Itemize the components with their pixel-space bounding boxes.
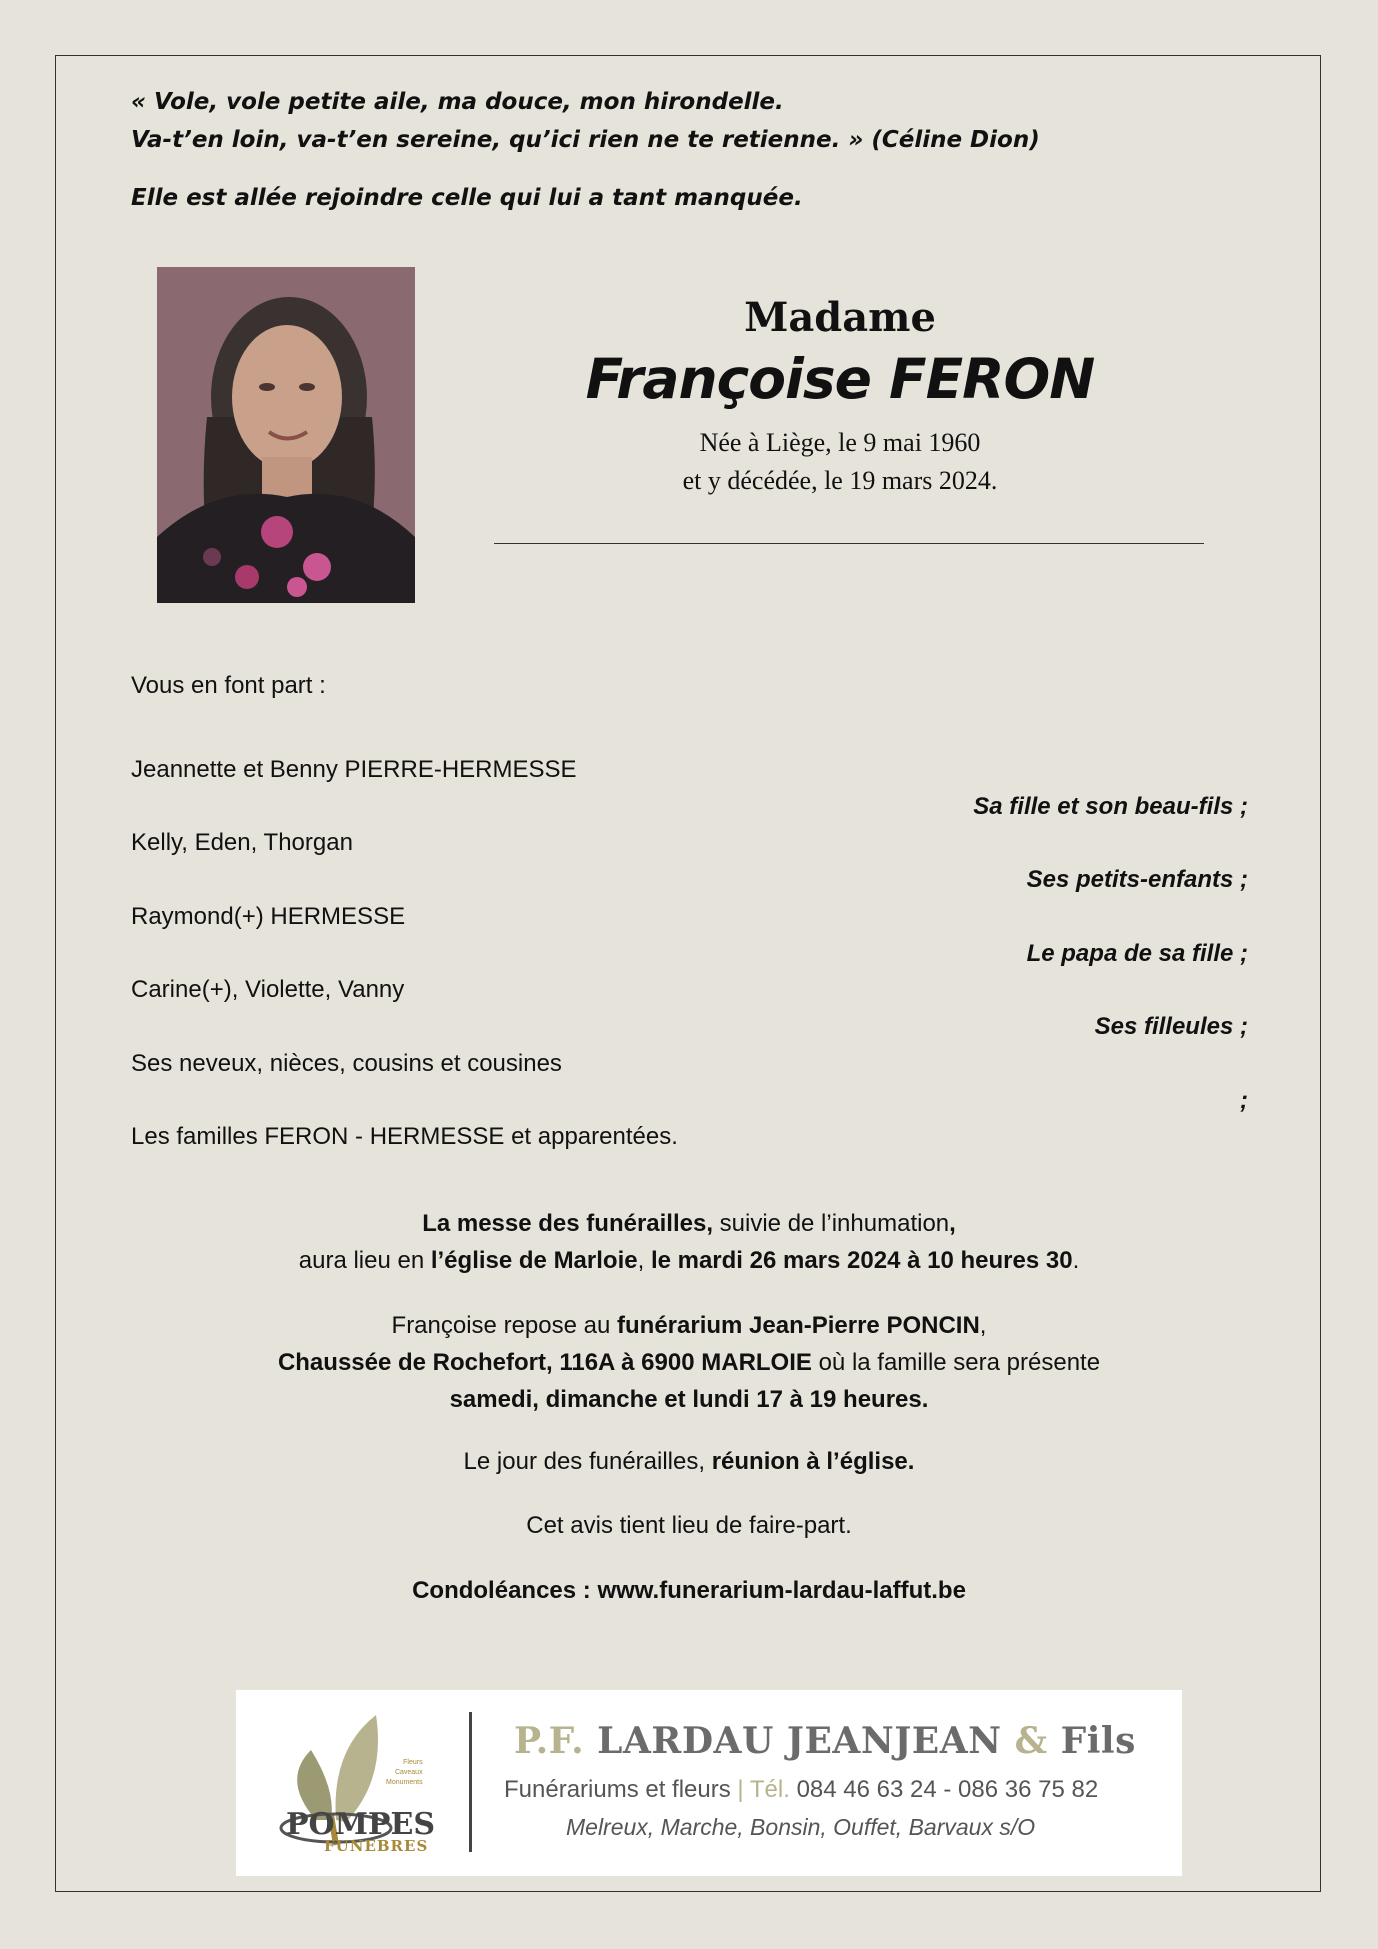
tag-fleurs: Fleurs: [403, 1759, 423, 1766]
firm-fils: Fils: [1060, 1720, 1136, 1762]
deceased-name: Françoise FERON: [585, 347, 1095, 411]
firm-pf: P.F.: [514, 1720, 585, 1762]
mass-comma: ,: [949, 1210, 956, 1237]
meeting-place: réunion à l’église.: [711, 1448, 915, 1475]
portrait-photo: [157, 267, 415, 603]
funeral-mass-info: [131, 1205, 1247, 1279]
place-prefix: aura lieu en: [298, 1247, 431, 1274]
funeral-home-logo: [236, 1690, 1182, 1876]
birth-line: Née à Liège, le 9 mai 1960: [699, 428, 981, 457]
day-prefix: Le jour des funérailles,: [463, 1448, 712, 1475]
funerarium-address: Chaussée de Rochefort, 116A à 6900 MARLOIE: [277, 1349, 812, 1376]
place-end: .: [1072, 1247, 1080, 1274]
death-line: et y décédée, le 19 mars 2024.: [682, 466, 998, 495]
honorific: Madame: [744, 294, 936, 341]
logo-tagline: [386, 1758, 423, 1788]
place-separator: ,: [637, 1247, 651, 1274]
mass-date: le mardi 26 mars 2024 à 10 heures 30: [650, 1247, 1073, 1274]
mass-label: La messe des funérailles,: [422, 1210, 713, 1237]
quote-line-2: Va-t’en loin, va-t’en sereine, qu’ici rien ne te retienne. » (Céline Dion): [131, 127, 1040, 153]
mass-detail: suivie de l’inhumation: [713, 1210, 950, 1237]
firm-locations: Melreux, Marche, Bonsin, Ouffet, Barvaux s/O: [566, 1814, 1036, 1840]
family-names-3: Raymond(+) HERMESSE: [131, 903, 406, 930]
tag-monuments: Monuments: [386, 1779, 423, 1786]
tribute-line: Elle est allée rejoindre celle qui lui a tant manquée.: [131, 185, 803, 211]
family-names-5: Ses neveux, nièces, cousins et cousines: [131, 1050, 562, 1077]
firm-contact: Funérariums et fleurs | Tél. 084 46 63 24 - 086 36 75 82: [504, 1776, 1099, 1803]
condolences-line: Condoléances : www.funerarium-lardau-laffut.be: [412, 1577, 966, 1604]
family-relation-1: Sa fille et son beau-fils ;: [973, 793, 1248, 820]
family-names-2: Kelly, Eden, Thorgan: [131, 829, 353, 856]
funeral-day-info: [131, 1443, 1247, 1480]
family-relation-3: Le papa de sa fille ;: [1026, 940, 1248, 967]
firm-main-name: LARDAU JEANJEAN: [597, 1720, 1002, 1762]
notice-line: Cet avis tient lieu de faire-part.: [526, 1512, 852, 1539]
firm-name: [514, 1720, 1136, 1762]
logo-funebres: FUNEBRES: [324, 1837, 429, 1855]
logo-pompes: POMPES: [286, 1807, 435, 1842]
separator-rule: [494, 543, 1204, 544]
repose-comma: ,: [979, 1312, 987, 1339]
family-relation-5: ;: [1240, 1087, 1248, 1114]
tel-label: Tél.: [749, 1776, 790, 1803]
address-detail: où la famille sera présente: [811, 1349, 1101, 1376]
family-names-6: Les familles FERON - HERMESSE et apparentées.: [131, 1123, 678, 1150]
family-relation-2: Ses petits-enfants ;: [1026, 866, 1248, 893]
church-name: l’église de Marloie: [430, 1247, 638, 1274]
family-names-4: Carine(+), Violette, Vanny: [131, 976, 405, 1003]
visiting-hours: samedi, dimanche et lundi 17 à 19 heures.: [449, 1386, 929, 1413]
firm-phones: 084 46 63 24 - 086 36 75 82: [796, 1776, 1099, 1803]
funerarium-name: funérarium Jean-Pierre PONCIN: [617, 1312, 980, 1339]
logo-divider: [469, 1712, 472, 1852]
family-relation-4: Ses filleules ;: [1094, 1013, 1248, 1040]
family-names-1: Jeannette et Benny PIERRE-HERMESSE: [131, 756, 577, 783]
firm-services: Funérariums et fleurs: [504, 1776, 731, 1803]
firm-ampersand: &: [1014, 1720, 1048, 1762]
quote-line-1: « Vole, vole petite aile, ma douce, mon hirondelle.: [131, 89, 784, 115]
repose-prefix: Françoise repose au: [391, 1312, 617, 1339]
visitation-info: [131, 1307, 1247, 1418]
tag-caveaux: Caveaux: [394, 1769, 423, 1776]
deceased-header: [480, 290, 1200, 500]
announcement-intro: Vous en font part :: [131, 672, 326, 699]
